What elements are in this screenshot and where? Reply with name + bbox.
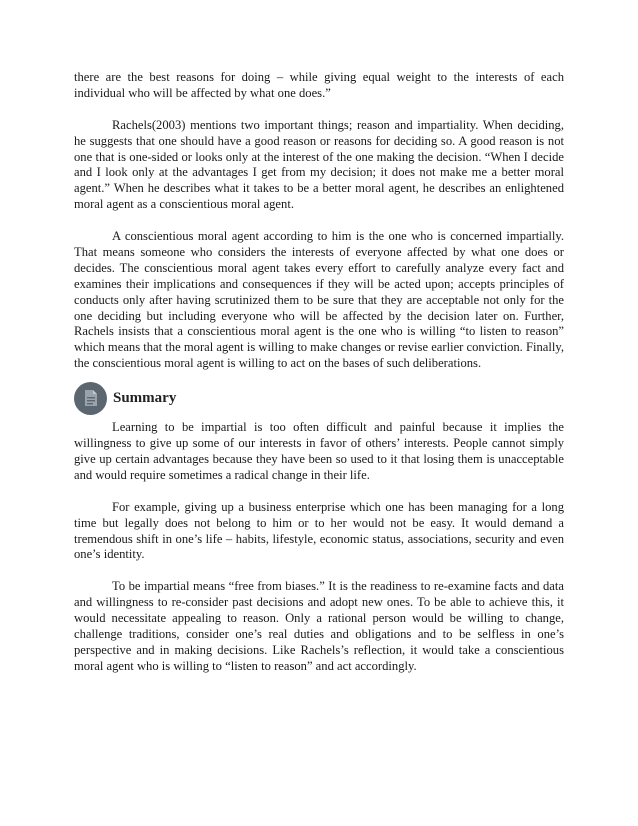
document-icon [74,382,107,415]
paragraph-continuation: there are the best reasons for doing – while giving equal weight to the interests of each individual who will be affected by what one does.” [74,70,564,100]
document-page [74,70,564,675]
paragraph-rachels-reason: Rachels(2003) mentions two important things; reason and impartiality. When deciding, he suggests that one should have a good reason or reasons for deciding so. A good reason is not one that is one-sided or looks only at the interest of the one making the decision. “When I decide and I look only at the advantages I get from my decision; it does not make me a better moral agent.” When he describes what it takes to be a better moral agent, he describes an enlightened moral agent as a conscientious moral agent. [74,117,564,212]
paragraph-summary-free-from-biases: To be impartial means “free from biases.” It is the readiness to re-examine facts and data and willingness to re-consider past decisions and adopt new ones. To be able to achieve this, it would necessitate appealing to reason. Only a rational person would be willing to change, challenge traditions, consider one’s real duties and obligations and to be selfless in one’s perspective and in making decisions. Like Rachels’s reflection, it would take a conscientious moral agent who is willing to “listen to reason” and act accordingly. [74,579,564,673]
paragraph-summary-example: For example, giving up a business enterprise which one has been managing for a long time but legally does not belong to him or to her would not be easy. It would demand a tremendous shift in one’s life – habits, lifestyle, economic status, associations, security and even one’s identity. [74,499,564,562]
paragraph-conscientious-agent: A conscientious moral agent according to him is the one who is concerned impartially. That means someone who considers the interests of everyone affected by what one does or decides. The conscientious moral agent takes every effort to carefully analyze every fact and examines their implications and consequences if they will be acted upon; accepts principles of conducts only after having scrutinized them to be sure that they are acceptable not only for the one deciding but including everyone who will be affected by the decision later on. Further, Rachels insists that a conscientious moral agent is the one who is willing “to listen to reason” which means that the moral agent is willing to make changes or revise earlier conviction. Finally, the conscientious moral agent is willing to act on the bases of such deliberations. [74,229,564,371]
summary-heading [74,380,564,416]
summary-title: Summary [113,389,177,406]
paragraph-summary-impartial: Learning to be impartial is too often difficult and painful because it implies the willingness to give up some of our interests in favor of others’ interests. People cannot simply give up certain advantages because they have been so used to it that losing them is unacceptable and would require sometimes a radical change in their life. [74,420,564,482]
